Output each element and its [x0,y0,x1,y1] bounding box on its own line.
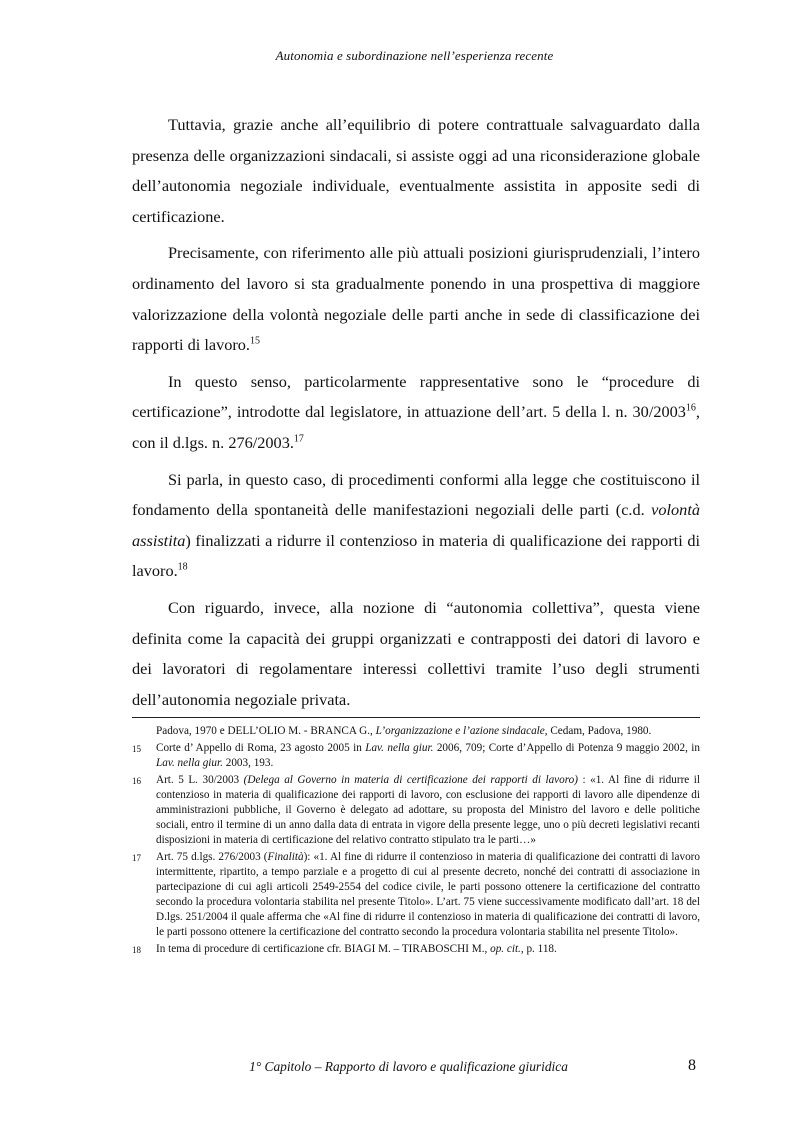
chapter-title: 1° Capitolo – Rapporto di lavoro e qualificazione giuridica [249,1059,568,1074]
footnote-18 [132,942,700,958]
paragraph-4-text-a: Si parla, in questo caso, di procedimenti conformi alla legge che costituiscono il fondamento della spontaneità delle manifestazioni negoziali delle parti (c.d. [132,469,700,520]
footnote-16-text [156,773,700,848]
footnote-text: Art. 5 L. 30/2003 [156,774,244,786]
paragraph-4-text-b: ) finalizzati a ridurre il contenzioso in materia di qualificazione dei rapporti di lavoro. [132,530,700,581]
footnote-number: 17 [132,853,141,863]
footnote-italic: L’organizzazione e l’azione sindacale [375,725,545,737]
paragraph-4-italic: volontà assistita [132,500,700,550]
page-number: 8 [688,1057,696,1074]
footnote-text: , p. 118. [520,943,557,955]
running-header [0,48,793,64]
footnote-continuation [132,724,700,739]
footnote-text: Padova, 1970 e DELL’OLIO M. - BRANCA G., [156,725,376,737]
footnote-18-text [156,942,700,958]
paragraph-3 [132,367,700,459]
footnote-ref-16: 16 [685,402,696,414]
footnote-italic: Lav. nella giur. [365,742,434,754]
footnote-text: 2003, 193. [222,757,274,769]
footnote-divider [132,717,700,718]
footnote-text: In tema di procedure di certificazione cfr. BIAGI M. – TIRABOSCHI M., [156,943,491,955]
footnote-number: 16 [132,776,141,786]
footnote-italic: (Delega al Governo in materia di certificazione dei rapporti di lavoro) [243,774,578,786]
footnote-text: : «1. Al fine di ridurre il contenzioso in materia di qualificazione dei rapporti di lavoro, con esclusione dei rapporti di lavoro alle dipendenze di amministrazioni pubbliche, il Governo è delegato ad adottare, su proposta del Ministro del lavoro e delle politiche sociali, entro il termine di un anno dalla data di entrata in vigore della presente legge, uno o più decreti legislativi recanti disposizioni in materia di certificazione del relativo contratto stipulato tra le parti…» [156,774,700,846]
footnote-text: Corte d’ Appello di Roma, 23 agosto 2005 in [156,742,366,754]
paragraph-2-text: Precisamente, con riferimento alle più attuali posizioni giurisprudenziali, l’intero ordinamento del lavoro si sta gradualmente ponendo in una prospettiva di maggiore valorizzazione della volontà negoziale delle parti anche in sede di classificazione dei rapporti di lavoro. [132,243,700,355]
running-footer [0,1059,793,1075]
footnote-ref-18: 18 [177,561,188,573]
footnote-text: Art. 75 d.lgs. 276/2003 ( [156,851,268,863]
footnote-text: ): «1. Al fine di ridurre il contenzioso in materia di qualificazione dei contratti di lavoro intermittente, ripartito, a tempo parziale e a progetto di cui al presente decreto, nonché dei contratti di associazione in partecipazione di cui agli articoli 2549-2554 del codice civile, le parti possono ottenere la certificazione del contratto secondo la procedura volontaria stabilita nel presente Titolo». L’art. 75 viene successivamente modificato dall’art. 18 del D.lgs. 251/2004 il quale afferma che «Al fine di ridurre il contenzioso in materia di qualificazione dei contratti di lavoro, le parti possono ottenere la certificazione del contratto secondo la procedura volontaria stabilita nel presente Titolo». [156,851,701,938]
footnote-italic: Finalità [267,851,304,863]
paragraph-3-text-a: In questo senso, particolarmente rappresentative sono le “procedure di certificazione”, introdotte dal legislatore, in attuazione dell’art. 5 della l. n. 30/2003 [132,371,700,422]
paragraph-1: Tuttavia, grazie anche all’equilibrio di potere contrattuale salvaguardato dalla presenza delle organizzazioni sindacali, si assiste oggi ad una riconsiderazione globale dell’autonomia negoziale individuale, eventualmente assistita in apposite sedi di certificazione. [132,115,700,226]
paragraph-5: Con riguardo, invece, alla nozione di “autonomia collettiva”, questa viene definita come la capacità dei gruppi organizzati e contrapposti dei datori di lavoro e dei lavoratori di regolamentare interessi collettivi tramite l’uso degli strumenti dell’autonomia negoziale privata. [132,597,700,709]
footnote-ref-17: 17 [293,433,304,445]
footnote-text: , Cedam, Padova, 1980. [544,725,652,737]
footnote-ref-15: 15 [250,335,261,347]
paragraph-4 [132,465,700,587]
footnote-number: 18 [132,945,141,955]
footnote-16 [132,773,700,848]
paragraph-2 [132,238,700,360]
footnote-17-text [156,850,700,940]
footnote-text: 2006, 709; Corte d’Appello di Potenza 9 maggio 2002, in [433,742,701,754]
footnote-italic: op. cit. [490,943,521,955]
paragraph-3-text-b: , con il d.lgs. n. 276/2003. [132,402,700,452]
footnotes [132,724,700,960]
footnote-number: 15 [132,744,141,754]
footnote-15 [132,741,700,771]
running-header-title: Autonomia e subordinazione nell’esperienza recente [275,48,554,63]
footnote-15-text [156,741,700,771]
main-text [132,110,700,715]
footnote-17 [132,850,700,940]
footnote-continuation-text [156,724,700,739]
footnote-italic: Lav. nella giur. [156,757,223,769]
